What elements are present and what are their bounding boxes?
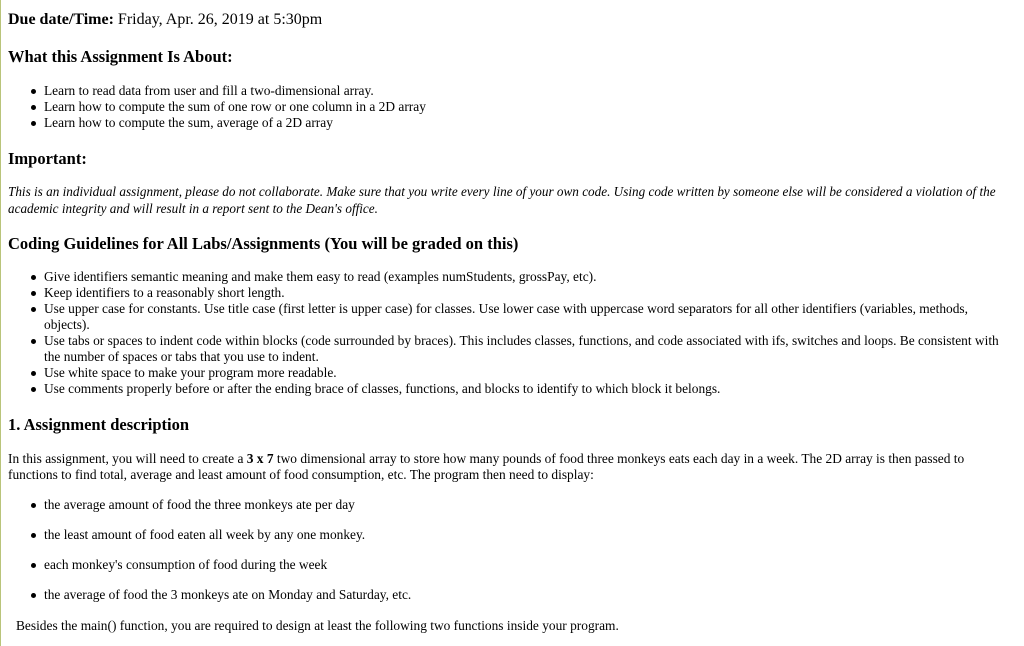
list-item: Use white space to make your program more readable. [8, 365, 1008, 381]
important-note: This is an individual assignment, please do not collaborate. Make sure that you write every line of your own code. Using code written by someone else will be considered a violation of the academic integrity and will result in a report sent to the Dean's office. [8, 184, 996, 216]
display-requirements-list [8, 497, 1008, 617]
list-item: the average amount of food the three monkeys ate per day [8, 497, 1008, 527]
list-item: Use tabs or spaces to indent code within blocks (code surrounded by braces). This includes classes, functions, and code associated with ifs, switches and loops. Be consistent with the number of spaces or tabs that you use to indent. [8, 333, 1008, 365]
list-item: Give identifiers semantic meaning and make them easy to read (examples numStudents, grossPay, etc). [8, 269, 1008, 285]
list-item: Use comments properly before or after the ending brace of classes, functions, and blocks to identify to which block it belongs. [8, 381, 1008, 397]
guidelines-heading: Coding Guidelines for All Labs/Assignments (You will be graded on this) [8, 234, 519, 253]
important-heading: Important: [8, 149, 87, 168]
guidelines-list [8, 269, 1008, 397]
list-item: each monkey's consumption of food during the week [8, 557, 1008, 587]
list-item: Learn to read data from user and fill a two-dimensional array. [8, 83, 1008, 99]
list-item: Learn how to compute the sum of one row or one column in a 2D array [8, 99, 1008, 115]
list-item: the least amount of food eaten all week by any one monkey. [8, 527, 1008, 557]
list-item: Use upper case for constants. Use title case (first letter is upper case) for classes. Use lower case with uppercase word separators for all other identifiers (variables, methods, objects). [8, 301, 1008, 333]
about-heading: What this Assignment Is About: [8, 47, 233, 66]
list-item: the average of food the 3 monkeys ate on Monday and Saturday, etc. [8, 587, 1008, 617]
description-paragraph [8, 451, 1016, 483]
description-text-start: In this assignment, you will need to create a [8, 451, 247, 466]
closing-paragraph: Besides the main() function, you are required to design at least the following two functions inside your program. [16, 618, 619, 633]
description-text-end: two dimensional array to store how many pounds of food three monkeys eats each day in a week. The 2D array is then passed to functions to find total, average and least amount of food consumption, etc. The program then need to display: [8, 451, 965, 482]
list-item: Learn how to compute the sum, average of a 2D array [8, 115, 1008, 131]
due-date-label: Due date/Time: [8, 11, 114, 28]
about-list [8, 83, 1008, 131]
list-item: Keep identifiers to a reasonably short length. [8, 285, 1008, 301]
due-date-line [8, 11, 322, 29]
description-heading: 1. Assignment description [8, 415, 190, 434]
due-date-value: Friday, Apr. 26, 2019 at 5:30pm [113, 11, 323, 28]
array-size-text: 3 x 7 [246, 451, 274, 466]
left-edge-line [0, 0, 1, 646]
